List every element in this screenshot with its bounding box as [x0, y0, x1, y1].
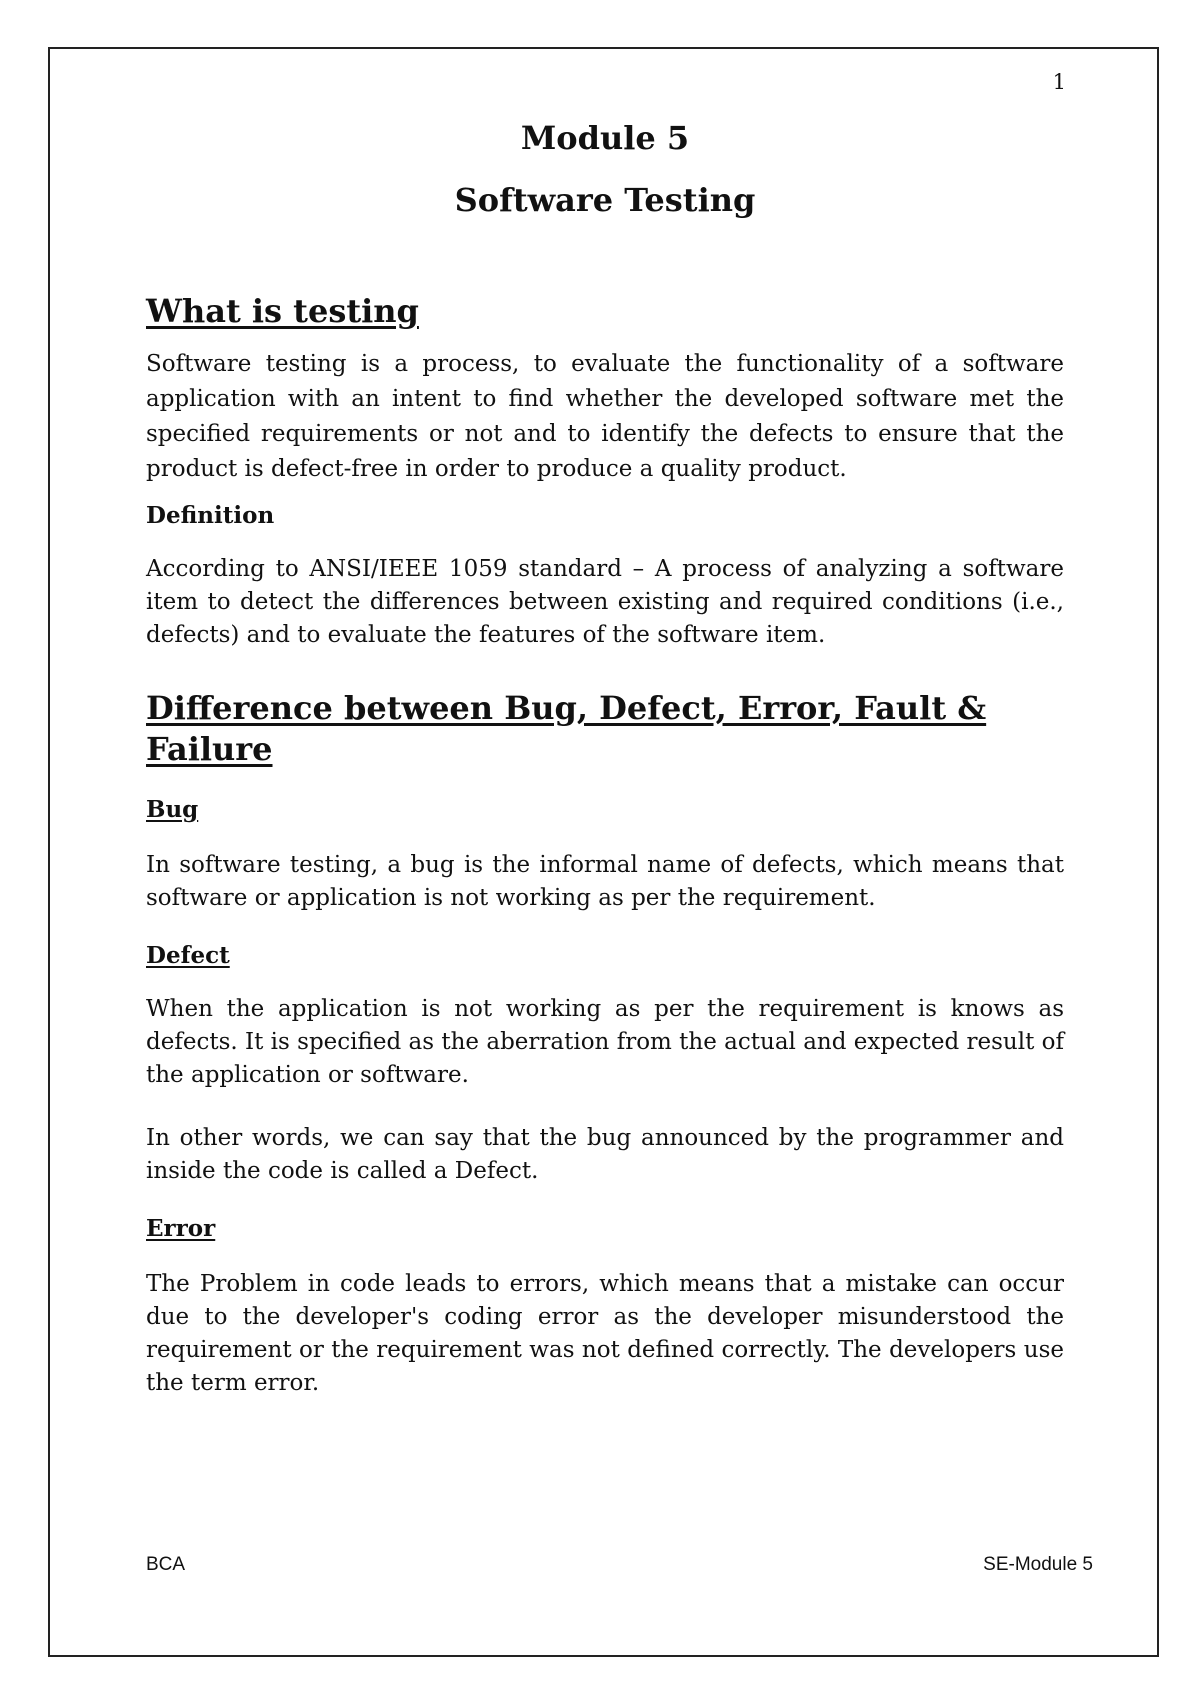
page-number: 1 [1052, 70, 1066, 94]
section-heading-difference: Difference between Bug, Defect, Error, Fault & Failure [146, 688, 987, 769]
footer-module: SE-Module 5 [983, 1554, 1093, 1575]
error-heading: Error [146, 1214, 216, 1242]
document-content [146, 108, 1064, 1400]
module-subtitle: Software Testing [454, 180, 756, 219]
section-heading-what-is-testing: What is testing [146, 292, 419, 331]
defect-paragraph-1: When the application is not working as per the requirement is knows as defects. It is specified as the aberration from the actual and expected result of the application or software. [146, 995, 1064, 1088]
definition-paragraph: According to ANSI/IEEE 1059 standard – A process of analyzing a software item to detect the differences between existing and required conditions (i.e., defects) and to evaluate the features of the software item. [146, 555, 1064, 648]
bug-heading: Bug [146, 795, 199, 823]
bug-paragraph: In software testing, a bug is the informal name of defects, which means that software or application is not working as per the requirement. [146, 851, 1064, 911]
module-title: Module 5 [520, 119, 690, 157]
footer-course: BCA [146, 1554, 186, 1575]
what-is-testing-paragraph: Software testing is a process, to evaluate the functionality of a software application with an intent to find whether the developed software met the specified requirements or not and to identify the defects to ensure that the product is defect-free in order to produce a quality product. [146, 350, 1064, 482]
defect-heading: Defect [146, 941, 230, 969]
error-paragraph: The Problem in code leads to errors, which means that a mistake can occur due to the developer's coding error as the developer misunderstood the requirement or the requirement was not defined correctly. The developers use the term error. [146, 1270, 1064, 1396]
definition-heading: Definition [146, 501, 275, 529]
defect-paragraph-2: In other words, we can say that the bug announced by the programmer and inside the code is called a Defect. [146, 1124, 1064, 1184]
